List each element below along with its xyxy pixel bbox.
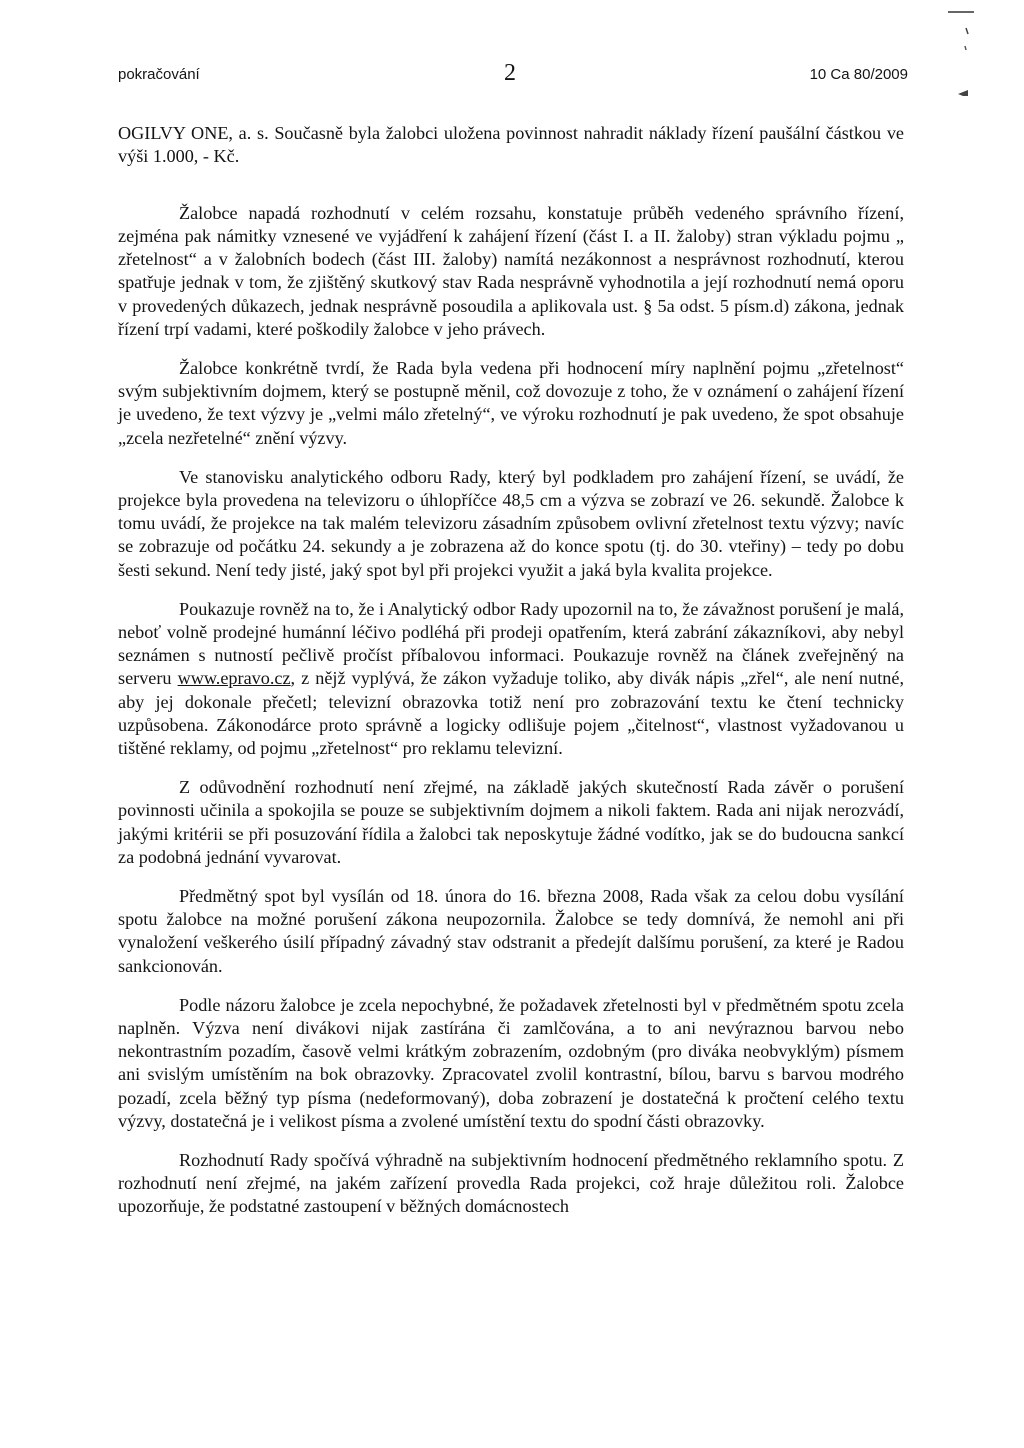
page-header [118,60,908,92]
paragraph-3: Žalobce konkrétně tvrdí, že Rada byla vedena při hodnocení míry naplnění pojmu „zřetelnost“ svým subjektivním dojmem, který se postupně měnil, což dovozuje z toho, že v oznámení o zahájení řízení je uvedeno, že text výzvy je „velmi málo zřetelný“, ve výroku rozhodnutí je pak uvedeno, že spot obsahuje „zcela nezřetelné“ znění výzvy. [118,357,904,448]
paragraph-8: Podle názoru žalobce je zcela nepochybné, že požadavek zřetelnosti byl v předmětném spotu zcela naplněn. Výzva není divákovi nijak zastírána či zamlčována, a to ani nevýraznou barvou nebo nekontrastním pozadím, časově velmi krátkým zobrazením, ozdobným (pro diváka neobvyklým) písmem ani svislým umístěním na bok obrazovky. Zpracovatel zvolil kontrastní, bílou, barvu s barvou modrého pozadí, zcela běžný typ písma (nedeformovaný), doba zobrazení je dostatečná k pročtení celého textu výzvy, dostatečná je i velikost písma a zvolené umístění textu do spodní části obrazovky. [118,994,904,1131]
paragraph-1: OGILVY ONE, a. s. Současně byla žalobci uložena povinnost nahradit náklady řízení paušální částkou ve výši 1.000, - Kč. [118,123,904,167]
paragraph-9: Rozhodnutí Rady spočívá výhradně na subjektivním hodnocení předmětného reklamního spotu. Z rozhodnutí není zřejmé, na jakém zařízení provedla Rada projekci, což hraje důležitou roli. Žalobce upozorňuje, že podstatné zastoupení v běžných domácnostech [118,1149,904,1217]
paragraph-5 [118,598,904,761]
document-body [118,122,904,1234]
case-number: 10 Ca 80/2009 [809,66,908,83]
paragraph-7: Předmětný spot byl vysílán od 18. února do 16. března 2008, Rada však za celou dobu vysílání spotu žalobce na možné porušení zákona neupozornila. Žalobce se tedy domnívá, že nemohl ani při vynaložení veškerého úsilí případný závadný stav odstranit a předejít dalšímu porušení, za které je Radou sankcionován. [118,885,904,976]
page-number: 2 [504,60,516,86]
epravo-link[interactable]: www.epravo.cz [177,668,291,689]
paragraph-4: Ve stanovisku analytického odboru Rady, který byl podkladem pro zahájení řízení, se uvádí, že projekce byla provedena na televizoru o úhlopříčce 48,5 cm a výzva se zobrazí ve 26. sekundě. Žalobce k tomu uvádí, že projekce na tak malém televizoru zásadním způsobem ovlivní zřetelnost textu výzvy; navíc se zobrazuje od počátku 24. sekundy a je zobrazena až do konce spotu (tj. do 30. vteřiny) – tedy po dobu šesti sekund. Není tedy jisté, jaký spot byl při projekci využit a jaká byla kvalita projekce. [118,466,904,580]
continuation-label: pokračování [118,66,200,83]
paragraph-5-text-b: , z nějž vyplývá, že zákon vyžaduje toliko, aby divák nápis „zřel“, ale není nutné, aby jej dokonale přečetl; televizní obrazovka totiž není pro zobrazování textu ke čtení technicky uzpůsobena. Zákonodárce proto správně a logicky odlišuje pojem „čitelnost“, vlastnost vyžadovanou u tištěné reklamy, od pojmu „zřetelnost“ pro reklamu televizní. [118,668,904,759]
paragraph-5-text-a: Poukazuje rovněž na to, že i Analytický odbor Rady upozornil na to, že závažnost porušení je malá, neboť volně prodejné humánní léčivo podléhá při prodeji opatřením, která zabrání zákazníkovi, aby nebyl seznámen s nutností pečlivě pročíst příbalovou informaci. Poukazuje rovněž na článek zveřejněný na serveru [118,598,904,689]
paragraph-2: Žalobce napadá rozhodnutí v celém rozsahu, konstatuje průběh vedeného správního řízení, zejména pak námitky vznesené ve vyjádření k zahájení řízení (část I. a II. žaloby) stran výkladu pojmu „ zřetelnost“ a v žalobních bodech (část III. žaloby) namítá nezákonnost a nesprávnost rozhodnutí, kterou spatřuje jednak v tom, že zjištěný skutkový stav Rada nesprávně vyhodnotila a její rozhodnutí nemá oporu v provedených důkazech, jednak nesprávně posoudila a aplikovala ust. § 5a odst. 5 písm.d) zákona, jednak řízení trpí vadami, které poškodily žalobce v jeho právech. [118,202,904,340]
paragraph-6: Z odůvodnění rozhodnutí není zřejmé, na základě jakých skutečností Rada závěr o porušení povinnosti učinila a spokojila se pouze se subjektivním dojmem a nikoli faktem. Rada ani nijak nerozvádí, jakými kritérii se při posuzování řídila a žalobci tak neposkytuje žádné vodítko, jak se do budoucna sankcí za podobná jednání vyvarovat. [118,777,904,868]
scan-marks [944,6,984,96]
